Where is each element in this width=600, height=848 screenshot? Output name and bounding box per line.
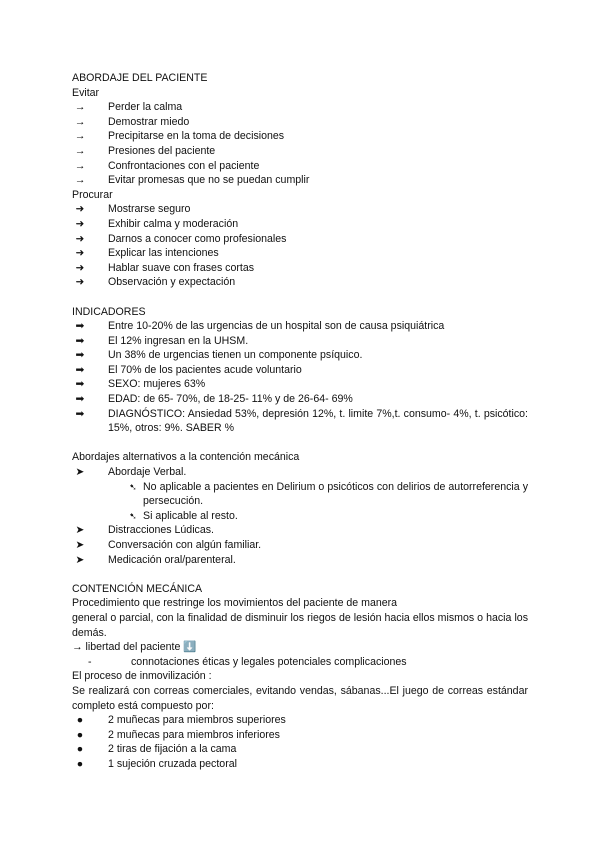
list-item: - connotaciones éticas y legales potenciales complicaciones <box>88 655 407 668</box>
right-arrow-bullet-icon: → <box>74 101 86 114</box>
list-item: ➡ El 12% ingresan en la UHSM. <box>72 334 528 349</box>
list-item: → Perder la calma <box>72 100 528 115</box>
small-arrow-bullet-icon: ➷ <box>129 481 137 492</box>
evitar-list <box>72 100 528 188</box>
dot-bullet-icon: ● <box>76 743 84 756</box>
list-item: ➷ Si aplicable al resto. <box>72 509 528 524</box>
section-title-contencion: CONTENCIÓN MECÁNICA <box>72 582 203 595</box>
correas-list <box>72 713 528 771</box>
verbal-sub-list <box>72 480 528 524</box>
section-title-alternativos: Abordajes alternativos a la contención mecánica <box>72 451 300 464</box>
arrowhead-bullet-icon: ➤ <box>75 553 85 566</box>
list-item: ➜ Darnos a conocer como profesionales <box>72 232 528 247</box>
list-item: → Precipitarse en la toma de decisiones <box>72 129 528 144</box>
list-item: ● 2 tiras de fijación a la cama <box>72 742 528 757</box>
thick-arrow-bullet-icon: ➡ <box>75 363 85 376</box>
thick-arrow-bullet-icon: ➡ <box>75 349 85 362</box>
list-item: ● 1 sujeción cruzada pectoral <box>72 757 528 772</box>
list-item: ➤ Distracciones Lúdicas. <box>72 523 528 538</box>
arrowhead-bullet-icon: ➤ <box>75 466 85 479</box>
list-item: ➤ Medicación oral/parenteral. <box>72 553 528 568</box>
list-item: → Presiones del paciente <box>72 144 528 159</box>
small-arrow-bullet-icon: ➷ <box>129 510 137 521</box>
section-title-indicadores: INDICADORES <box>72 305 146 318</box>
proceso-label: El proceso de inmovilización : <box>72 670 212 683</box>
definition-line-2: general o parcial, con la finalidad de disminuir los riegos de lesión hacia ellos mismos o hacia los demás. <box>72 611 528 639</box>
list-item: ● 2 muñecas para miembros inferiores <box>72 728 528 743</box>
list-item: → Confrontaciones con el paciente <box>72 159 528 174</box>
list-item: → Demostrar miedo <box>72 115 528 130</box>
arrowhead-bullet-icon: ➤ <box>75 524 85 537</box>
bold-arrow-bullet-icon: ➜ <box>75 232 85 245</box>
list-item: ➡ El 70% de los pacientes acude voluntario <box>72 363 528 378</box>
right-arrow-bullet-icon: → <box>74 144 86 157</box>
list-item: ➡ SEXO: mujeres 63% <box>72 377 528 392</box>
procurar-list <box>72 202 528 290</box>
list-item: ➡ Entre 10-20% de las urgencias de un hospital son de causa psiquiátrica <box>72 319 528 334</box>
section-title-abordaje: ABORDAJE DEL PACIENTE <box>72 72 208 84</box>
list-item: ➤ Abordaje Verbal. <box>72 465 528 480</box>
list-item: ● 2 muñecas para miembros superiores <box>72 713 528 728</box>
thick-arrow-bullet-icon: ➡ <box>75 393 85 406</box>
bold-arrow-bullet-icon: ➜ <box>75 276 85 289</box>
list-item: ➜ Mostrarse seguro <box>72 202 528 217</box>
indicadores-list <box>72 319 528 436</box>
dot-bullet-icon: ● <box>76 714 84 727</box>
thick-arrow-bullet-icon: ➡ <box>75 320 85 333</box>
arrowhead-bullet-icon: ➤ <box>75 539 85 551</box>
thick-arrow-bullet-icon: ➡ <box>75 334 85 347</box>
list-item: → Evitar promesas que no se puedan cumplir <box>72 173 528 188</box>
thick-arrow-bullet-icon: ➡ <box>75 378 85 391</box>
right-arrow-bullet-icon: → <box>74 115 86 128</box>
thick-arrow-bullet-icon: ➡ <box>75 407 85 420</box>
procurar-label: Procurar <box>72 188 113 201</box>
list-item: ➜ Hablar suave con frases cortas <box>72 261 528 276</box>
proceso-text: Se realizará con correas comerciales, evitando vendas, sábanas...El juego de correas estándar completo está compuesto por: <box>72 684 528 712</box>
list-item: ➜ Explicar las intenciones <box>72 246 528 261</box>
bold-arrow-bullet-icon: ➜ <box>75 261 85 274</box>
list-item: ➡ Un 38% de urgencias tienen un componente psíquico. <box>72 348 528 363</box>
list-item: ➜ Observación y expectación <box>72 275 528 290</box>
list-item: ➡ EDAD: de 65- 70%, de 18-25- 11% y de 26-64- 69% <box>72 392 528 407</box>
dot-bullet-icon: ● <box>76 757 84 770</box>
list-item: ➜ Exhibir calma y moderación <box>72 217 528 232</box>
definition-line-1: Procedimiento que restringe los movimientos del paciente de manera <box>72 597 398 610</box>
document-page <box>72 71 528 772</box>
right-arrow-bullet-icon: → <box>74 174 86 187</box>
bold-arrow-bullet-icon: ➜ <box>75 217 85 230</box>
dash-bullet-icon: - <box>88 655 92 668</box>
right-arrow-bullet-icon: → <box>74 130 86 143</box>
bold-arrow-bullet-icon: ➜ <box>75 203 85 216</box>
dot-bullet-icon: ● <box>76 728 84 741</box>
list-item: ➡ DIAGNÓSTICO: Ansiedad 53%, depresión 12%, t. limite 7%,t. consumo- 4%, t. psicótico: 15%, otros: 9%. SABER % <box>72 407 528 436</box>
evitar-label: Evitar <box>72 86 100 99</box>
bold-arrow-bullet-icon: ➜ <box>75 247 85 260</box>
libertad-line: → libertad del paciente ⬇️ <box>72 641 197 654</box>
list-item: ➤ Conversación con algún familiar. <box>72 538 528 553</box>
right-arrow-bullet-icon: → <box>74 159 86 172</box>
list-item: ➷ No aplicable a pacientes en Delirium o psicóticos con delirios de autorreferencia y persecución. <box>72 480 528 509</box>
alternativos-list <box>72 523 528 567</box>
